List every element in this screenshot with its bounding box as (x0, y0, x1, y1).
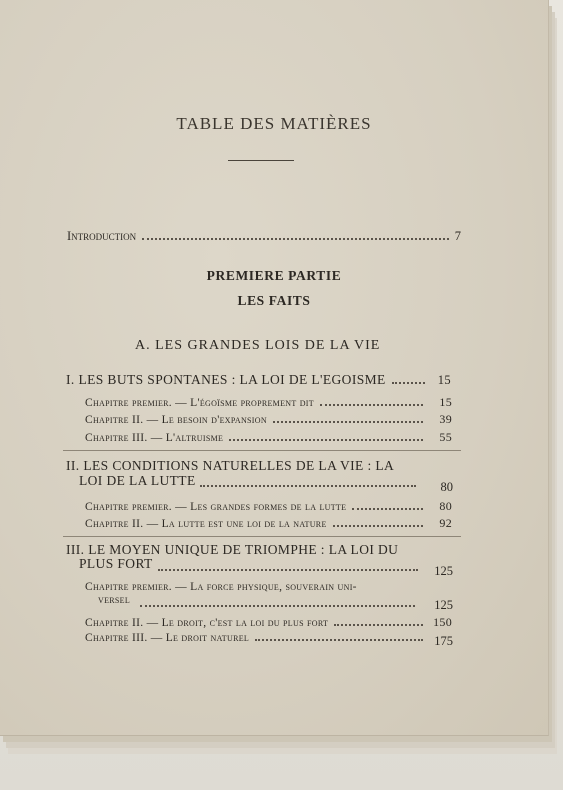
toc-subentry-line1: Chapitre premier. — La force physique, souverain uni- (85, 581, 357, 593)
dot-leader (255, 639, 423, 641)
toc-entry-chapter-3-line2: PLUS FORT (79, 556, 153, 571)
section-heading: A. LES GRANDES LOIS DE LA VIE (135, 338, 381, 353)
title-rule (228, 160, 294, 161)
toc-subentry: Chapitre III. — L'altruisme 55 (85, 430, 452, 444)
dot-leader (158, 569, 418, 571)
entry-page: 15 (437, 373, 451, 387)
part-heading: PREMIERE PARTIE (206, 268, 342, 283)
entry-label: I. LES BUTS SPONTANES : LA LOI DE L'EGOISME (66, 372, 386, 387)
dot-leader (140, 605, 415, 607)
toc-entry-chapter-2-line2: LOI DE LA LUTTE (79, 473, 196, 488)
entry-page: 125 (434, 598, 453, 612)
toc-entry-chapter-1 (66, 372, 451, 388)
entry-page: 7 (454, 229, 461, 243)
dot-leader (334, 624, 423, 626)
divider (63, 536, 461, 537)
entry-page: 125 (434, 564, 453, 578)
divider (63, 450, 461, 451)
toc-subentry: Chapitre II. — Le besoin d'expansion 39 (85, 412, 452, 426)
dot-leader (273, 421, 423, 423)
dot-leader (333, 525, 423, 527)
entry-page: 80 (440, 480, 453, 494)
dot-leader (229, 439, 423, 441)
entry-page: 175 (434, 634, 453, 648)
toc-entry-chapter-3-line1: III. LE MOYEN UNIQUE DE TRIOMPHE : LA LOI DU (66, 542, 399, 557)
dot-leader (142, 238, 449, 240)
toc-entry-introduction (67, 229, 461, 244)
dot-leader (392, 382, 425, 384)
dot-leader (200, 485, 416, 487)
toc-subentry: Chapitre II. — Le droit, c'est la loi du plus fort 150 (85, 615, 452, 629)
part-subheading: LES FAITS (237, 293, 311, 308)
toc-subentry-line2: versel (98, 594, 131, 606)
dot-leader (320, 404, 423, 406)
entry-label: Introduction (67, 229, 137, 243)
toc-subentry: Chapitre III. — Le droit naturel (85, 632, 452, 644)
page-title: TABLE DES MATIÈRES (176, 114, 372, 133)
dot-leader (352, 508, 423, 510)
toc-entry-chapter-2-line1: II. LES CONDITIONS NATURELLES DE LA VIE : LA (66, 458, 395, 473)
toc-subentry: Chapitre premier. — L'égoïsme proprement dit 15 (85, 395, 452, 409)
toc-subentry: Chapitre premier. — Les grandes formes de la lutte 80 (85, 499, 452, 513)
toc-subentry: Chapitre II. — La lutte est une loi de la nature 92 (85, 516, 452, 530)
